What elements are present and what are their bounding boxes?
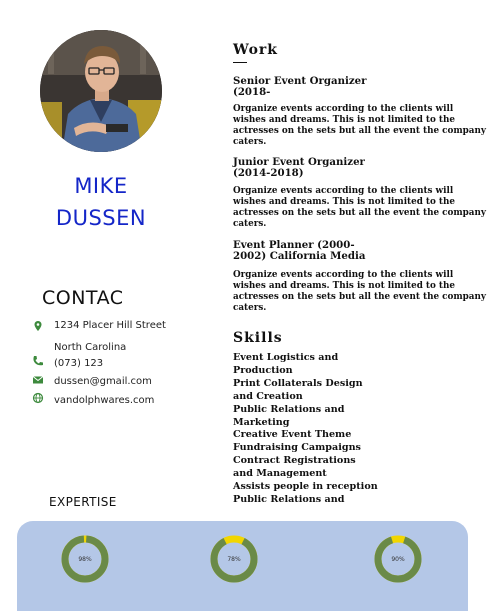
expertise-heading: EXPERTISE [49, 495, 117, 509]
job-title-3: Event Planner (2000-2002) California Media [233, 239, 366, 262]
work-divider [233, 62, 247, 63]
skill-line: and Creation [233, 390, 303, 402]
portrait-image [40, 30, 162, 152]
expertise-donut-3 [374, 535, 422, 583]
phone-icon [31, 355, 45, 367]
skill-line: Event Logistics and [233, 352, 339, 363]
job-title-1: Senior Event Organizer (2018- [233, 75, 367, 98]
work-heading: Work [233, 42, 278, 58]
contact-phone: (073) 123 [54, 358, 104, 369]
skill-line: Creative Event Theme [233, 429, 352, 441]
first-name: MIKE [74, 174, 128, 198]
skill-line: and Management [233, 468, 327, 480]
expertise-label-1: 98% [78, 556, 92, 563]
skill-line: Print Collaterals Design [233, 377, 363, 389]
skill-line: Production [233, 364, 293, 376]
contact-heading: CONTAC [42, 287, 124, 309]
location-pin-icon [31, 320, 45, 332]
globe-icon [31, 392, 45, 404]
expertise-label-3: 90% [391, 556, 405, 563]
skill-line: Fundraising Campaigns [233, 442, 361, 454]
skills-list [233, 352, 413, 507]
profile-photo [40, 30, 162, 152]
contact-website[interactable]: vandolphwares.com [54, 395, 155, 406]
last-name: DUSSEN [55, 206, 147, 230]
skill-line: Public Relations and [233, 493, 345, 505]
expertise-label-2: 78% [227, 556, 241, 563]
contact-email[interactable]: dussen@gmail.com [54, 376, 152, 387]
job-desc-1: Organize events according to the clients will wishes and dreams. This is not limited to the actresses on the sets but all the event the company caters. [233, 104, 487, 147]
email-icon [31, 374, 45, 386]
skill-line: Marketing [233, 416, 290, 428]
job-title-2: Junior Event Organizer (2014-2018) [233, 156, 365, 179]
skill-line: Assists people in reception [233, 481, 378, 493]
job-desc-3: Organize events according to the clients will wishes and dreams. This is not limited to the actresses on the sets but all the event the company caters. [233, 270, 487, 313]
job-desc-2: Organize events according to the clients will wishes and dreams. This is not limited to the actresses on the sets but all the event the company caters. [233, 186, 487, 229]
skill-line: Public Relations and [233, 403, 345, 415]
contact-address: 1234 Placer Hill Street [54, 320, 166, 331]
expertise-donut-1 [61, 535, 109, 583]
skills-heading: Skills [233, 330, 283, 346]
contact-city: North Carolina [54, 342, 127, 353]
expertise-donut-2 [210, 535, 258, 583]
skill-line: Contract Registrations [233, 455, 356, 467]
